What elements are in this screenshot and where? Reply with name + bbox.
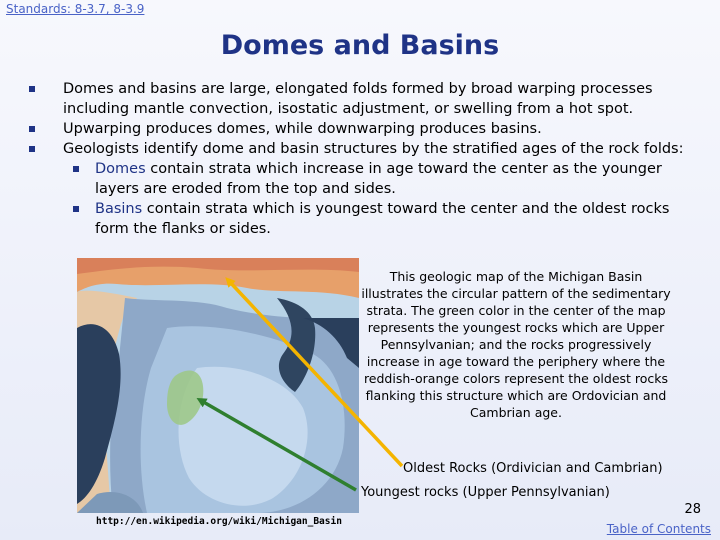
map-caption: This geologic map of the Michigan Basin illustrates the circular pattern of the sedimentary strata. The green color in the center of the map represents the youngest rocks which are Upper Pennsylvanian; and the rocks progressively increase in age toward the periphery where the reddish-orange colors represent the oldest rocks flanking this structure which are Ordovician and Cambrian age. bbox=[361, 269, 671, 420]
bullet-text: Geologists identify dome and basin structures by the stratified ages of the rock folds: bbox=[63, 141, 684, 157]
arrow-to-youngest-rocks bbox=[200, 400, 356, 490]
table-of-contents-link[interactable]: Table of Contents bbox=[606, 522, 711, 536]
standards-link[interactable]: Standards: 8-3.7, 8-3.9 bbox=[6, 2, 145, 16]
source-url: http://en.wikipedia.org/wiki/Michigan_Basin bbox=[96, 516, 342, 527]
youngest-rocks-label: Youngest rocks (Upper Pennsylvanian) bbox=[361, 485, 610, 500]
sub-bullet-term: Domes bbox=[95, 161, 146, 177]
sub-bullet-text: contain strata which increase in age toward the center as the younger layers are eroded from the top and sides. bbox=[95, 161, 662, 197]
page-title: Domes and Basins bbox=[220, 30, 500, 61]
oldest-rocks-label: Oldest Rocks (Ordivician and Cambrian) bbox=[403, 461, 663, 476]
page-number: 28 bbox=[684, 502, 701, 517]
bullet-text: Domes and basins are large, elongated folds formed by broad warping processes including mantle convection, isostatic adjustment, or swelling from a hot spot. bbox=[63, 81, 653, 117]
bullet-text: Upwarping produces domes, while downwarping produces basins. bbox=[63, 121, 542, 137]
sub-bullet-term: Basins bbox=[95, 201, 143, 217]
sub-bullet-text: contain strata which is youngest toward the center and the oldest rocks form the flanks or sides. bbox=[95, 201, 670, 237]
